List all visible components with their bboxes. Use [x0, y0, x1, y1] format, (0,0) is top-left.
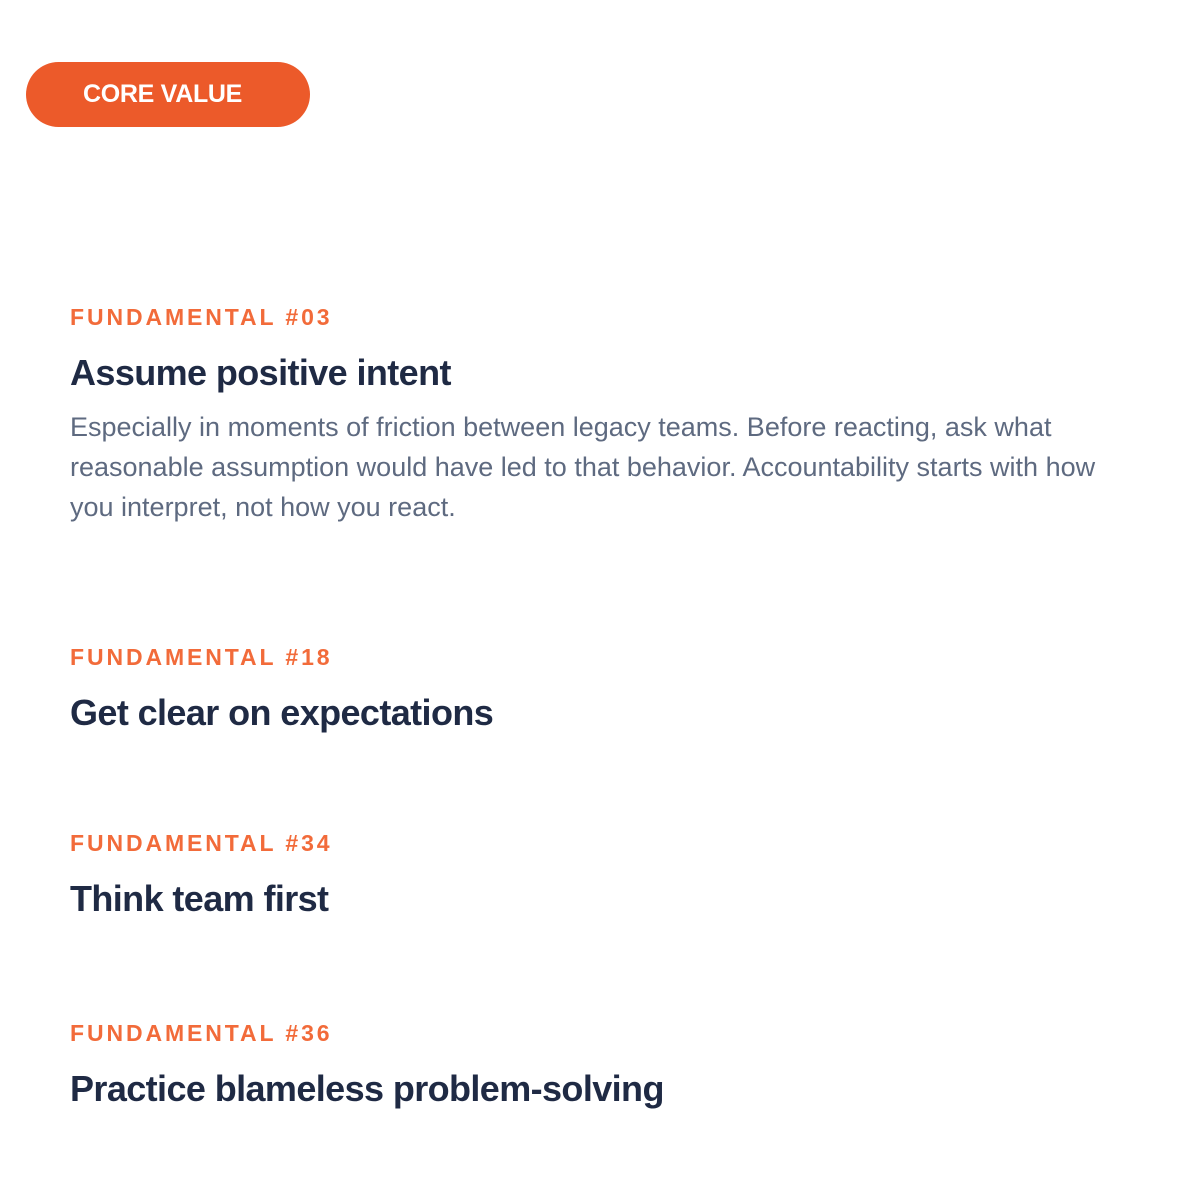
fundamental-item	[70, 1019, 1130, 1111]
fundamental-title: Practice blameless problem-solving	[70, 1068, 664, 1109]
fundamental-number: FUNDAMENTAL #36	[70, 1020, 333, 1046]
fundamental-item	[70, 303, 1130, 527]
fundamental-title: Think team first	[70, 878, 329, 919]
fundamental-number: FUNDAMENTAL #18	[70, 644, 333, 670]
fundamental-item	[70, 829, 1130, 921]
fundamental-description: Especially in moments of friction between legacy teams. Before reacting, ask what reasonable assumption would have led to that behavior. Accountability starts with how you interpret, not how you react.	[70, 412, 1096, 522]
fundamental-title: Get clear on expectations	[70, 692, 494, 733]
badge-label: CORE VALUE	[83, 80, 243, 108]
fundamental-item	[70, 643, 1130, 735]
core-value-badge	[26, 62, 310, 127]
fundamental-title: Assume positive intent	[70, 352, 451, 393]
fundamental-number: FUNDAMENTAL #03	[70, 304, 333, 330]
fundamental-number: FUNDAMENTAL #34	[70, 830, 333, 856]
